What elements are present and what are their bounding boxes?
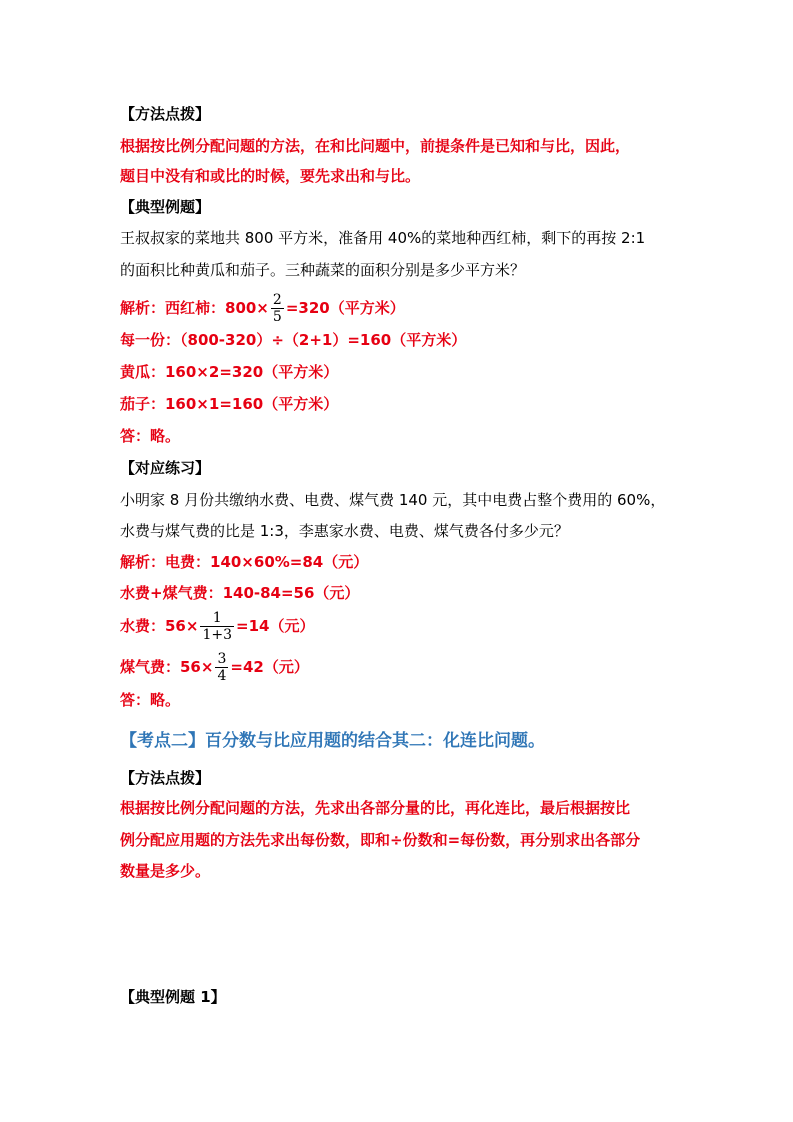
example-problem-line-1: 王叔叔家的菜地共 800 平方米，准备用 40%的菜地种西红柿，剩下的再按 2:1	[120, 229, 646, 247]
practice-heading: 【对应练习】	[120, 459, 211, 477]
practice-answer: 答：略。	[120, 691, 181, 709]
fraction	[215, 651, 228, 684]
example-1-heading: 【典型例题 1】	[120, 988, 226, 1006]
example-solution-line-3: 黄瓜：160×2=320（平方米）	[120, 363, 339, 381]
example-solution-line-2: 每一份：（800-320）÷（2+1）=160（平方米）	[120, 331, 467, 349]
example-solution-line-4: 茄子：160×1=160（平方米）	[120, 395, 339, 413]
example-answer: 答：略。	[120, 427, 181, 445]
fraction-numerator: 1	[200, 610, 234, 627]
method-heading-2: 【方法点拨】	[120, 769, 211, 787]
practice-problem-line-1: 小明家 8 月份共缴纳水费、电费、煤气费 140 元，其中电费占整个费用的 60%，	[120, 491, 666, 509]
method-text-1-line-1: 根据按比例分配问题的方法，在和比问题中，前提条件是已知和与比，因此，	[120, 137, 631, 155]
practice-solution-line-3	[120, 606, 314, 646]
fraction-denominator: 1+3	[202, 627, 232, 643]
practice-solution-line-2: 水费+煤气费：140-84=56（元）	[120, 584, 360, 602]
solution-text: =320（平方米）	[285, 299, 405, 317]
fraction	[271, 292, 284, 325]
topic-heading-2: 【考点二】百分数与比应用题的结合其二：化连比问题。	[120, 731, 545, 751]
solution-text: 水费：56×	[120, 617, 199, 635]
fraction-denominator: 4	[217, 668, 227, 684]
practice-solution-line-1: 解析：电费：140×60%=84（元）	[120, 553, 369, 571]
example-solution-line-1	[120, 291, 405, 325]
method-text-2-line-3: 数量是多少。	[120, 862, 211, 880]
method-text-2-line-1: 根据按比例分配问题的方法，先求出各部分量的比，再化连比，最后根据按比	[120, 799, 631, 817]
method-text-1-line-2: 题目中没有和或比的时候，要先求出和与比。	[120, 167, 421, 185]
solution-text: =42（元）	[230, 658, 309, 676]
example-heading: 【典型例题】	[120, 198, 211, 216]
fraction-numerator: 3	[217, 651, 227, 667]
fraction-numerator: 2	[272, 292, 282, 308]
practice-problem-line-2: 水费与煤气费的比是 1:3，李惠家水费、电费、煤气费各付多少元？	[120, 522, 569, 540]
method-heading-1: 【方法点拨】	[120, 105, 211, 123]
solution-text: 解析：西红柿：800×	[120, 299, 269, 317]
practice-solution-line-4	[120, 648, 309, 686]
method-text-2-line-2: 例分配应用题的方法先求出每份数，即和÷份数和=每份数，再分别求出各部分	[120, 831, 641, 849]
fraction-denominator: 5	[272, 309, 282, 325]
example-problem-line-2: 的面积比种黄瓜和茄子。三种蔬菜的面积分别是多少平方米？	[120, 261, 526, 279]
solution-text: 煤气费：56×	[120, 658, 214, 676]
solution-text: =14（元）	[236, 617, 315, 635]
fraction	[200, 610, 234, 643]
